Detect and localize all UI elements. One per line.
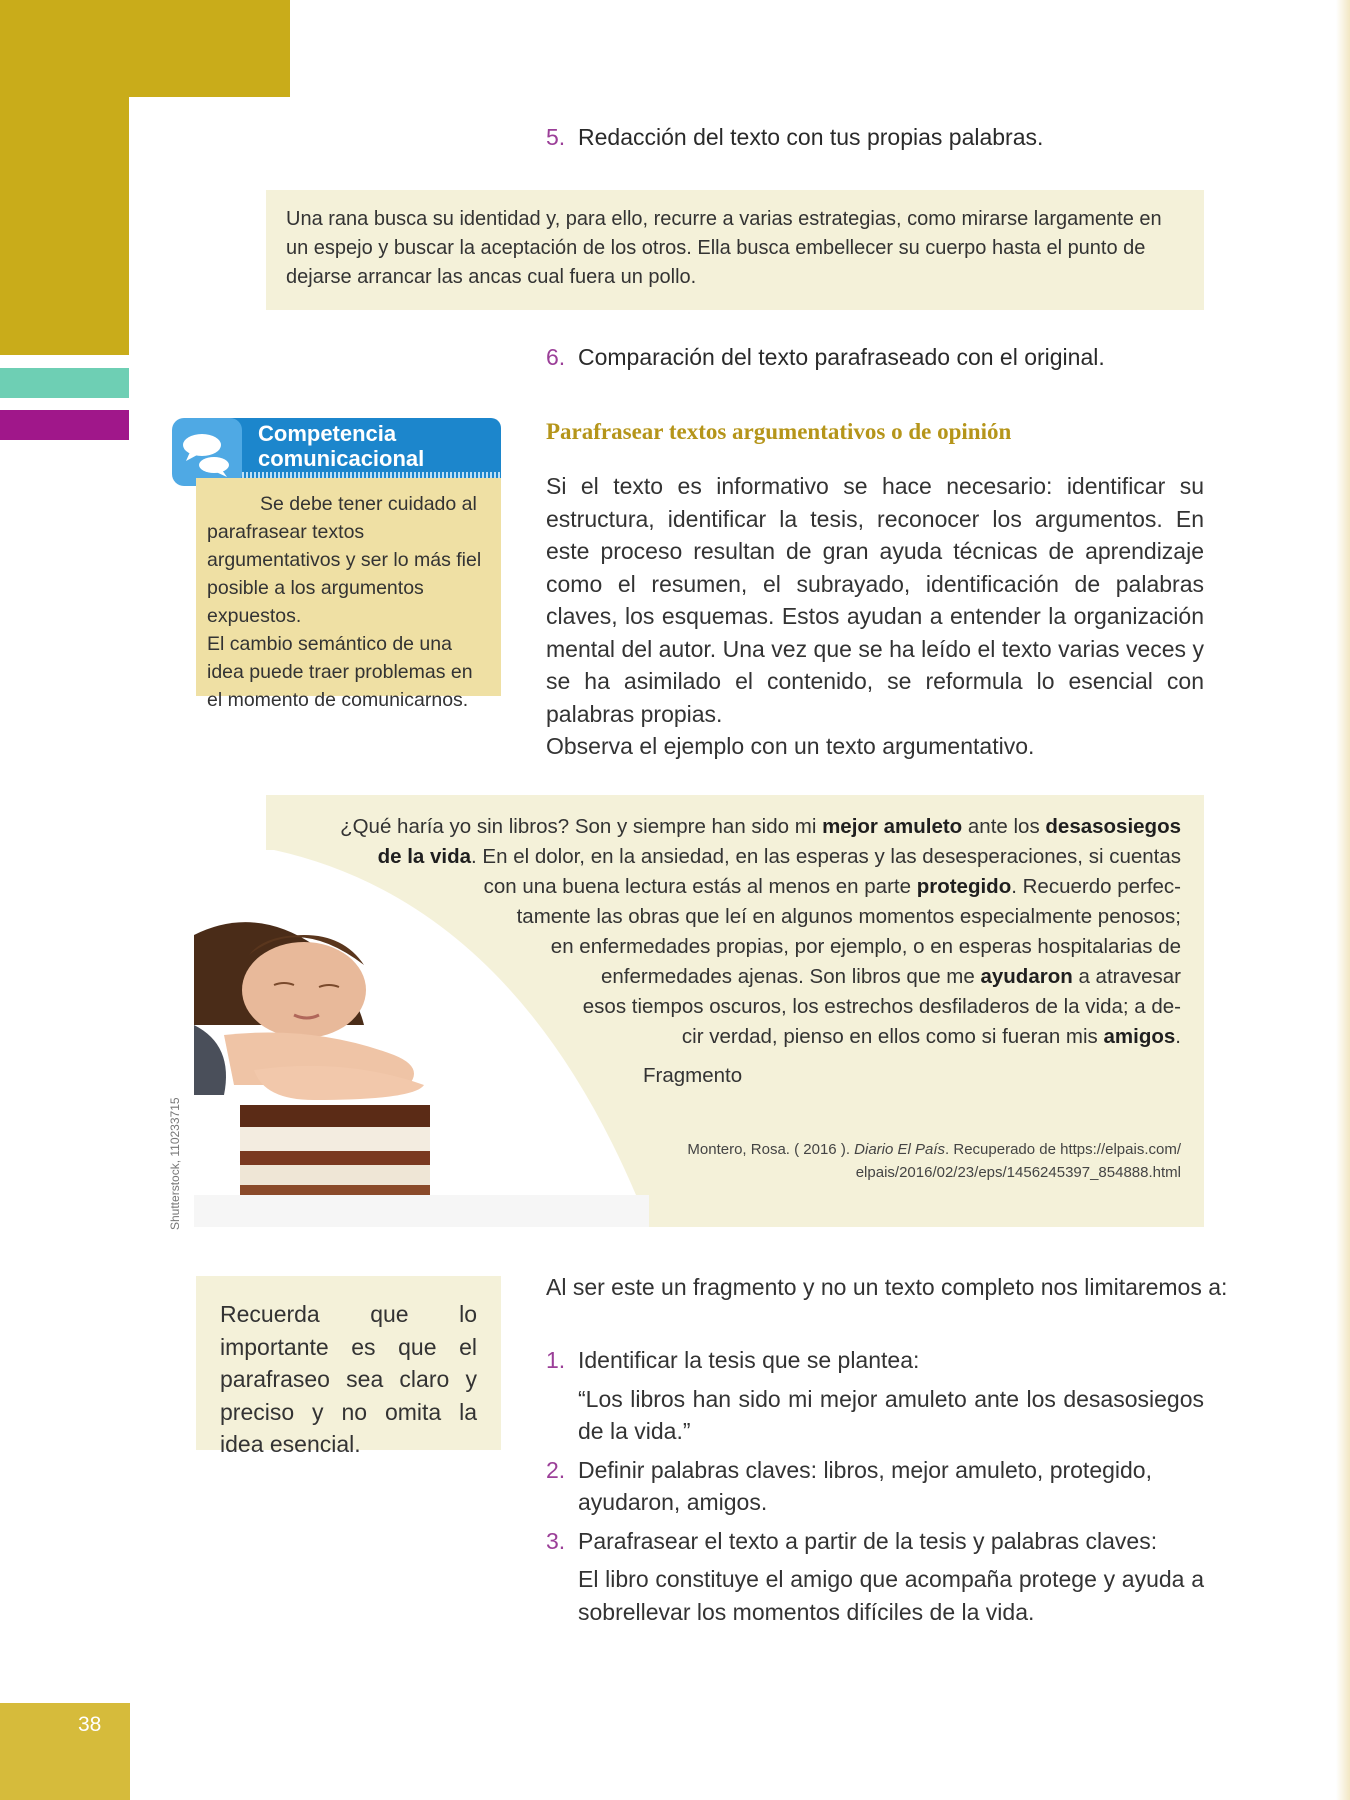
list-number: 2. [546,1456,566,1483]
reminder-text: Recuerda que lo importante es que el parafraseo sea claro y preciso y no omita la idea esencial. [220,1301,477,1457]
quote-text [330,812,1181,1052]
list-subtext: “Los libros han sido mi mejor amuleto ante los desasosiegos de la vida.” [578,1385,1204,1444]
page-edge [1336,0,1350,1800]
competencia-body [196,478,501,711]
title-line: comunicacional [258,446,425,471]
list-subtext: El libro constituye el amigo que acompaña protege y ayuda a sobrellevar los momentos difíciles de la vida. [578,1566,1204,1625]
paraphrase-text: Una rana busca su identidad y, para ello, recurre a varias estrategias, como mirarse largamente en un espejo y buscar la aceptación de los otros. Ella busca embellecer su cuerpo hasta el punto de dejarse arrancar las ancas cual fuera un pollo. [286,208,1162,288]
step-5 [546,122,1043,152]
page-number: 38 [78,1713,102,1736]
list-number: 3. [546,1527,566,1554]
quote-line: tamente las obras que leí en algunos momentos especialmente penosos; [516,905,1181,928]
footer-color-block [0,1703,130,1800]
list-text: Parafrasear el texto a partir de la tesis y palabras claves: [578,1527,1158,1554]
limit-line: Al ser este un fragmento y no un texto completo nos limitaremos a: [546,1274,1228,1300]
numbered-list [546,1344,1204,1634]
section-title: Parafrasear textos argumentativos o de opinión [546,419,1012,444]
quote-line: enfermedades ajenas. Son libros que me ayudaron a atravesar [600,965,1181,988]
step-number: 6. [546,344,566,370]
list-item [546,1344,1204,1377]
paraphrase-example-box [266,190,1204,310]
competencia-paragraph: El cambio semántico de una idea puede traer problemas en el momento de comunicarnos. [207,633,473,711]
competencia-title [258,421,424,471]
observa-line: Observa el ejemplo con un texto argumentativo. [546,733,1035,759]
quote-line: ¿Qué haría yo sin libros? Son y siempre han sido mi mejor amuleto ante los desasosiegos [340,815,1181,838]
magenta-stripe [0,410,129,440]
citation: Montero, Rosa. ( 2016 ). Diario El País. Recuperado de https://elpais.com/ elpais/2016/02/23/eps/1456245397_854888.html [687,1141,1181,1181]
teal-stripe [0,368,129,398]
list-item [546,1525,1204,1558]
competencia-paragraph: Se debe tener cuidado al parafrasear textos argumentativos y ser lo más fiel posible a los argumentos expuestos. [207,493,482,627]
step-number: 5. [546,124,566,150]
speech-bubbles-icon [172,418,242,486]
quote-line: de la vida. En el dolor, en la ansiedad, en las esperas y las desesperaciones, si cuentas [377,845,1181,868]
corner-color-block [0,0,290,97]
step-text: Redacción del texto con tus propias palabras. [578,124,1044,150]
section-body: Si el texto es informativo se hace necesario: identificar su estructura, identificar la tesis, reconocer los argumentos. En este proceso resultan de gran ayuda técnicas de aprendizaje como el resumen, el subrayado, identificación de palabras claves, los esquemas. Estos ayudan a entender la organización mental del autor. Una vez que se ha leído el texto varias veces y se ha asimilado el contenido, se reformula lo esencial con palabras propias. [546,473,1204,727]
photo-credit: Shutterstock, 110233715 [168,1097,182,1230]
quote-line: con una buena lectura estás al menos en parte protegido. Recuerdo perfec- [483,875,1181,898]
list-item [546,1454,1204,1519]
list-number: 1. [546,1347,566,1373]
step-text: Comparación del texto parafraseado con el original. [578,344,1105,370]
fragment-label: Fragmento [643,1064,743,1087]
list-text: Definir palabras claves: libros, mejor amuleto, protegido, ayudaron, amigos. [578,1456,1152,1515]
reminder-box [196,1276,501,1457]
title-line: Competencia [258,421,397,446]
competencia-header [196,418,501,478]
side-color-block [0,97,129,355]
quote-line: cir verdad, pienso en ellos como si fueran mis amigos. [681,1025,1181,1048]
quote-line: esos tiempos oscuros, los estrechos desfiladeros de la vida; a de- [582,995,1181,1018]
quote-line: en enfermedades propias, por ejemplo, o en esperas hospitalarias de [550,935,1181,958]
list-text: Identificar la tesis que se plantea: [578,1347,920,1373]
step-6 [546,342,1105,372]
